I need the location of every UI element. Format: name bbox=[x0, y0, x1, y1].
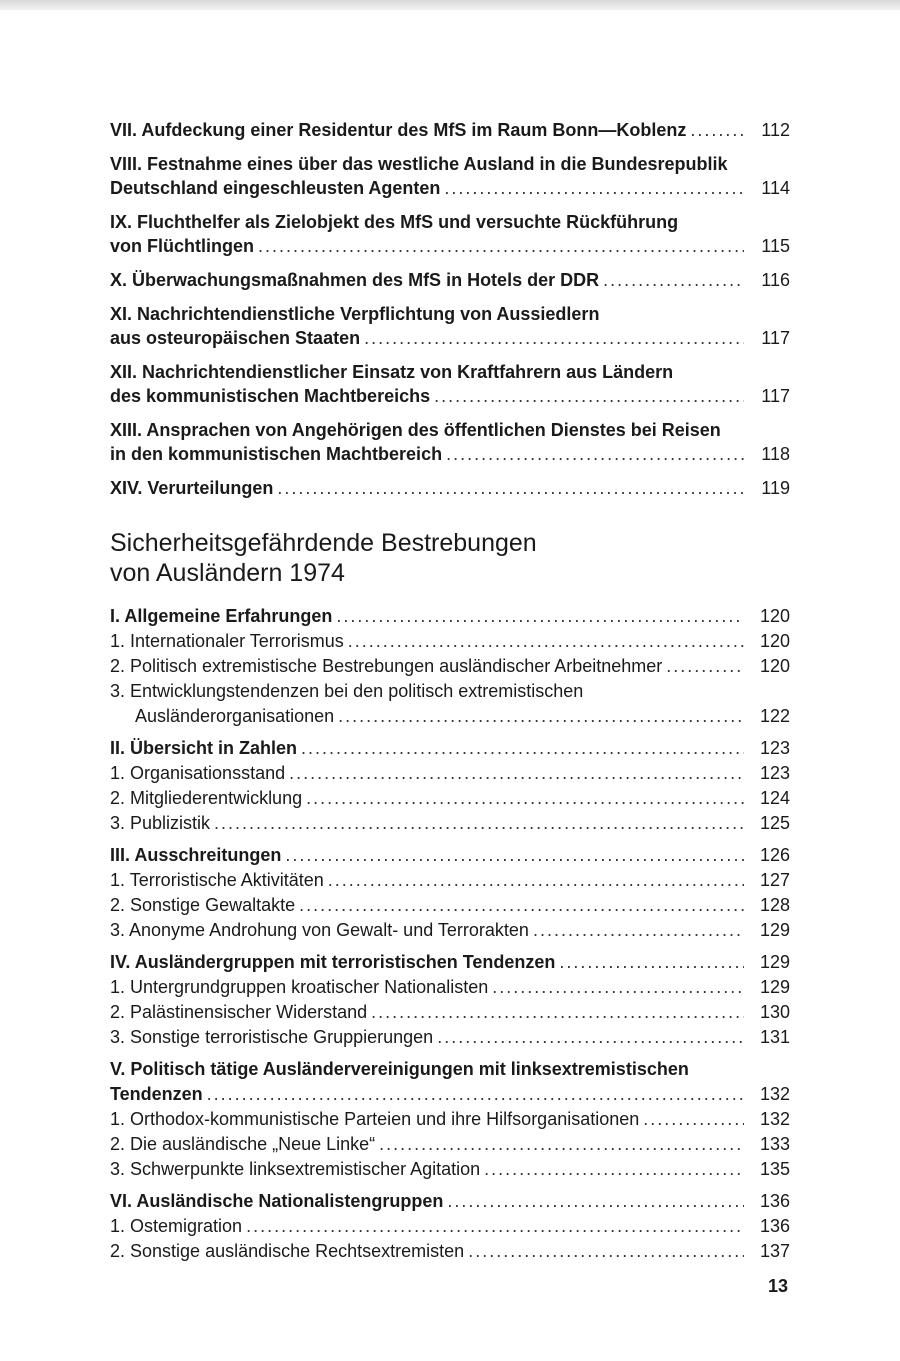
section-title-line: von Ausländern 1974 bbox=[110, 559, 345, 587]
toc-subentry bbox=[110, 679, 790, 728]
toc-entry bbox=[110, 268, 790, 292]
toc-page-number: 115 bbox=[761, 236, 790, 256]
toc-line bbox=[110, 1082, 790, 1106]
toc-line bbox=[110, 1057, 790, 1081]
toc-page-number: 128 bbox=[759, 895, 790, 915]
toc-line bbox=[110, 1214, 790, 1238]
toc-line bbox=[110, 736, 790, 760]
toc-page-number: 135 bbox=[759, 1159, 790, 1179]
toc-line bbox=[110, 893, 790, 917]
toc-entry-text: 2. Politisch extremistische Bestrebungen ausländischer Arbeitnehmer bbox=[110, 656, 663, 676]
toc-entry-text: 2. Mitgliederentwicklung bbox=[110, 788, 303, 808]
toc-entry bbox=[110, 118, 790, 142]
toc-page-number: 136 bbox=[759, 1191, 790, 1211]
dot-leader bbox=[484, 1157, 744, 1181]
dot-leader bbox=[533, 918, 744, 942]
toc-line bbox=[110, 234, 790, 258]
dot-leader bbox=[468, 1239, 744, 1263]
toc-group-heading bbox=[110, 604, 790, 628]
toc-entry-text: I. Allgemeine Erfahrungen bbox=[110, 606, 333, 626]
toc-subentry bbox=[110, 654, 790, 678]
toc-entry-text: 3. Publizistik bbox=[110, 813, 211, 833]
toc-entry-text: aus osteuropäischen Staaten bbox=[110, 328, 361, 348]
toc-page-number: 114 bbox=[761, 178, 790, 198]
toc-subentry bbox=[110, 761, 790, 785]
toc-line bbox=[110, 152, 790, 176]
toc-line bbox=[110, 1189, 790, 1213]
toc-entry-text: III. Ausschreitungen bbox=[110, 845, 282, 865]
toc-page-number: 116 bbox=[761, 270, 790, 290]
toc-entry-text: X. Überwachungsmaßnahmen des MfS in Hotels der DDR bbox=[110, 270, 600, 290]
toc-entry-text: V. Politisch tätige Ausländervereinigungen mit linksextremistischen bbox=[110, 1059, 689, 1079]
toc-page-number: 137 bbox=[759, 1241, 790, 1261]
dot-leader bbox=[258, 234, 744, 258]
toc-subentry bbox=[110, 893, 790, 917]
dot-leader bbox=[437, 1025, 744, 1049]
toc-line bbox=[110, 1000, 790, 1024]
toc-page-number: 118 bbox=[761, 444, 790, 464]
toc-page-number: 119 bbox=[761, 478, 790, 498]
toc-page-number: 117 bbox=[761, 328, 790, 348]
toc-group bbox=[110, 1189, 790, 1263]
toc-entry-text: Ausländerorganisationen bbox=[135, 706, 335, 726]
toc-page-number: 117 bbox=[761, 386, 790, 406]
dot-leader bbox=[364, 326, 744, 350]
dot-leader bbox=[643, 1107, 744, 1131]
toc-entry-text: 3. Entwicklungstendenzen bei den politisch extremistischen bbox=[110, 681, 584, 701]
toc-page-number: 129 bbox=[759, 977, 790, 997]
dot-leader bbox=[306, 786, 744, 810]
toc-line bbox=[110, 975, 790, 999]
dot-leader bbox=[444, 176, 744, 200]
toc-page-number: 126 bbox=[759, 845, 790, 865]
toc-group-heading bbox=[110, 1189, 790, 1213]
toc-page-number: 136 bbox=[759, 1216, 790, 1236]
dot-leader bbox=[559, 950, 744, 974]
dot-leader bbox=[301, 736, 744, 760]
dot-leader bbox=[666, 654, 744, 678]
toc-page-number: 129 bbox=[759, 920, 790, 940]
dot-leader bbox=[285, 843, 744, 867]
toc-line bbox=[110, 418, 790, 442]
toc-entry-text: von Flüchtlingen bbox=[110, 236, 254, 256]
toc-part-auslaender bbox=[110, 604, 790, 1263]
toc-subentry bbox=[110, 1107, 790, 1131]
toc-entry-text: XIII. Ansprachen von Angehörigen des öffentlichen Dienstes bei Reisen bbox=[110, 420, 721, 440]
toc-line bbox=[110, 704, 790, 728]
section-title-line: Sicherheitsgefährdende Bestrebungen bbox=[110, 529, 537, 557]
toc-line bbox=[110, 811, 790, 835]
dot-leader bbox=[447, 1189, 744, 1213]
toc-subentry bbox=[110, 1214, 790, 1238]
dot-leader bbox=[299, 893, 744, 917]
dot-leader bbox=[338, 704, 744, 728]
toc-line bbox=[110, 326, 790, 350]
toc-entry-text: 1. Internationaler Terrorismus bbox=[110, 631, 344, 651]
toc-entry-text: des kommunistischen Machtbereichs bbox=[110, 386, 431, 406]
toc-line bbox=[110, 918, 790, 942]
toc-page-number: 132 bbox=[759, 1109, 790, 1129]
toc-subentry bbox=[110, 918, 790, 942]
toc-entry-text: 1. Ostemigration bbox=[110, 1216, 243, 1236]
dot-leader bbox=[246, 1214, 744, 1238]
toc-entry-text: IX. Fluchthelfer als Zielobjekt des MfS und versuchte Rückführung bbox=[110, 212, 679, 232]
toc-line bbox=[110, 176, 790, 200]
toc-entry-text: XIV. Verurteilungen bbox=[110, 478, 274, 498]
toc-entry-text: 1. Untergrundgruppen kroatischer Nationalisten bbox=[110, 977, 489, 997]
dot-leader bbox=[690, 118, 744, 142]
toc-page-number: 127 bbox=[759, 870, 790, 890]
toc-entry bbox=[110, 476, 790, 500]
toc-subentry bbox=[110, 1000, 790, 1024]
toc-entry-text: 2. Palästinensischer Widerstand bbox=[110, 1002, 368, 1022]
toc-subentry bbox=[110, 811, 790, 835]
toc-entry-text: VI. Ausländische Nationalistengruppen bbox=[110, 1191, 444, 1211]
toc-page-number: 133 bbox=[759, 1134, 790, 1154]
toc-page-number: 130 bbox=[759, 1002, 790, 1022]
toc-group bbox=[110, 843, 790, 942]
toc-entry-text: XII. Nachrichtendienstlicher Einsatz von Kraftfahrern aus Ländern bbox=[110, 362, 674, 382]
toc-line bbox=[110, 1239, 790, 1263]
toc-line bbox=[110, 302, 790, 326]
toc-entry bbox=[110, 302, 790, 350]
toc-entry-text: 2. Sonstige Gewaltakte bbox=[110, 895, 296, 915]
dot-leader bbox=[434, 384, 744, 408]
toc-group bbox=[110, 736, 790, 835]
dot-leader bbox=[207, 1082, 744, 1106]
toc-line bbox=[110, 679, 790, 703]
toc-line bbox=[110, 761, 790, 785]
dot-leader bbox=[603, 268, 744, 292]
toc-line bbox=[110, 118, 790, 142]
toc-page-number: 131 bbox=[759, 1027, 790, 1047]
toc-line bbox=[110, 476, 790, 500]
page-number: 13 bbox=[767, 1276, 788, 1296]
toc-group-heading bbox=[110, 843, 790, 867]
toc-page-number: 120 bbox=[759, 606, 790, 626]
toc-entry-text: 1. Orthodox-kommunistische Parteien und ihre Hilfsorganisationen bbox=[110, 1109, 640, 1129]
toc-line bbox=[110, 1107, 790, 1131]
toc-group bbox=[110, 1057, 790, 1181]
scan-edge bbox=[0, 0, 900, 10]
toc-entry-text: 3. Sonstige terroristische Gruppierungen bbox=[110, 1027, 434, 1047]
toc-subentry bbox=[110, 1025, 790, 1049]
dot-leader bbox=[446, 442, 744, 466]
toc-entry bbox=[110, 210, 790, 258]
toc-group bbox=[110, 604, 790, 728]
dot-leader bbox=[348, 629, 744, 653]
toc-line bbox=[110, 786, 790, 810]
dot-leader bbox=[289, 761, 744, 785]
toc-part-mfs bbox=[110, 118, 790, 500]
toc-line bbox=[110, 1132, 790, 1156]
toc-line bbox=[110, 268, 790, 292]
toc-line bbox=[110, 629, 790, 653]
toc-line bbox=[110, 384, 790, 408]
toc-group-heading bbox=[110, 950, 790, 974]
table-of-contents bbox=[110, 118, 790, 1271]
toc-entry bbox=[110, 360, 790, 408]
toc-entry-text: XI. Nachrichtendienstliche Verpflichtung von Aussiedlern bbox=[110, 304, 600, 324]
dot-leader bbox=[379, 1132, 744, 1156]
dot-leader bbox=[371, 1000, 744, 1024]
toc-entry-text: IV. Ausländergruppen mit terroristischen Tendenzen bbox=[110, 952, 556, 972]
toc-line bbox=[110, 442, 790, 466]
dot-leader bbox=[492, 975, 744, 999]
dot-leader bbox=[336, 604, 744, 628]
toc-line bbox=[110, 843, 790, 867]
toc-subentry bbox=[110, 868, 790, 892]
toc-entry-text: 2. Die ausländische „Neue Linke“ bbox=[110, 1134, 376, 1154]
toc-entry-text: VIII. Festnahme eines über das westliche Ausland in die Bundesrepublik bbox=[110, 154, 728, 174]
toc-line bbox=[110, 950, 790, 974]
toc-group bbox=[110, 950, 790, 1049]
toc-entry-text: 1. Terroristische Aktivitäten bbox=[110, 870, 324, 890]
toc-subentry bbox=[110, 786, 790, 810]
toc-entry-text: 1. Organisationsstand bbox=[110, 763, 286, 783]
toc-line bbox=[110, 360, 790, 384]
toc-page-number: 124 bbox=[759, 788, 790, 808]
toc-group-heading bbox=[110, 1057, 790, 1106]
toc-entry-text: in den kommunistischen Machtbereich bbox=[110, 444, 443, 464]
dot-leader bbox=[277, 476, 744, 500]
toc-line bbox=[110, 654, 790, 678]
toc-page-number: 122 bbox=[759, 706, 790, 726]
toc-entry-text: VII. Aufdeckung einer Residentur des MfS im Raum Bonn—Koblenz bbox=[110, 120, 687, 140]
toc-line bbox=[110, 604, 790, 628]
toc-entry-text: Tendenzen bbox=[110, 1084, 203, 1104]
toc-subentry bbox=[110, 629, 790, 653]
toc-line bbox=[110, 868, 790, 892]
toc-page-number: 129 bbox=[759, 952, 790, 972]
toc-line bbox=[110, 1157, 790, 1181]
toc-page-number: 125 bbox=[759, 813, 790, 833]
toc-entry-text: Deutschland eingeschleusten Agenten bbox=[110, 178, 441, 198]
toc-page-number: 120 bbox=[759, 631, 790, 651]
toc-subentry bbox=[110, 1157, 790, 1181]
toc-entry-text: II. Übersicht in Zahlen bbox=[110, 738, 298, 758]
toc-page-number: 123 bbox=[759, 738, 790, 758]
toc-line bbox=[110, 1025, 790, 1049]
toc-page-number: 132 bbox=[759, 1084, 790, 1104]
toc-page-number: 120 bbox=[759, 656, 790, 676]
toc-entry bbox=[110, 418, 790, 466]
toc-line bbox=[110, 210, 790, 234]
section-title bbox=[110, 528, 790, 588]
toc-subentry bbox=[110, 1239, 790, 1263]
toc-entry-text: 3. Schwerpunkte linksextremistischer Agitation bbox=[110, 1159, 481, 1179]
dot-leader bbox=[214, 811, 744, 835]
toc-entry-text: 2. Sonstige ausländische Rechtsextremisten bbox=[110, 1241, 465, 1261]
toc-page-number: 123 bbox=[759, 763, 790, 783]
toc-entry-text: 3. Anonyme Androhung von Gewalt- und Terrorakten bbox=[110, 920, 529, 940]
toc-subentry bbox=[110, 975, 790, 999]
toc-page-number: 112 bbox=[761, 120, 790, 140]
toc-group-heading bbox=[110, 736, 790, 760]
toc-subentry bbox=[110, 1132, 790, 1156]
toc-entry bbox=[110, 152, 790, 200]
dot-leader bbox=[328, 868, 744, 892]
